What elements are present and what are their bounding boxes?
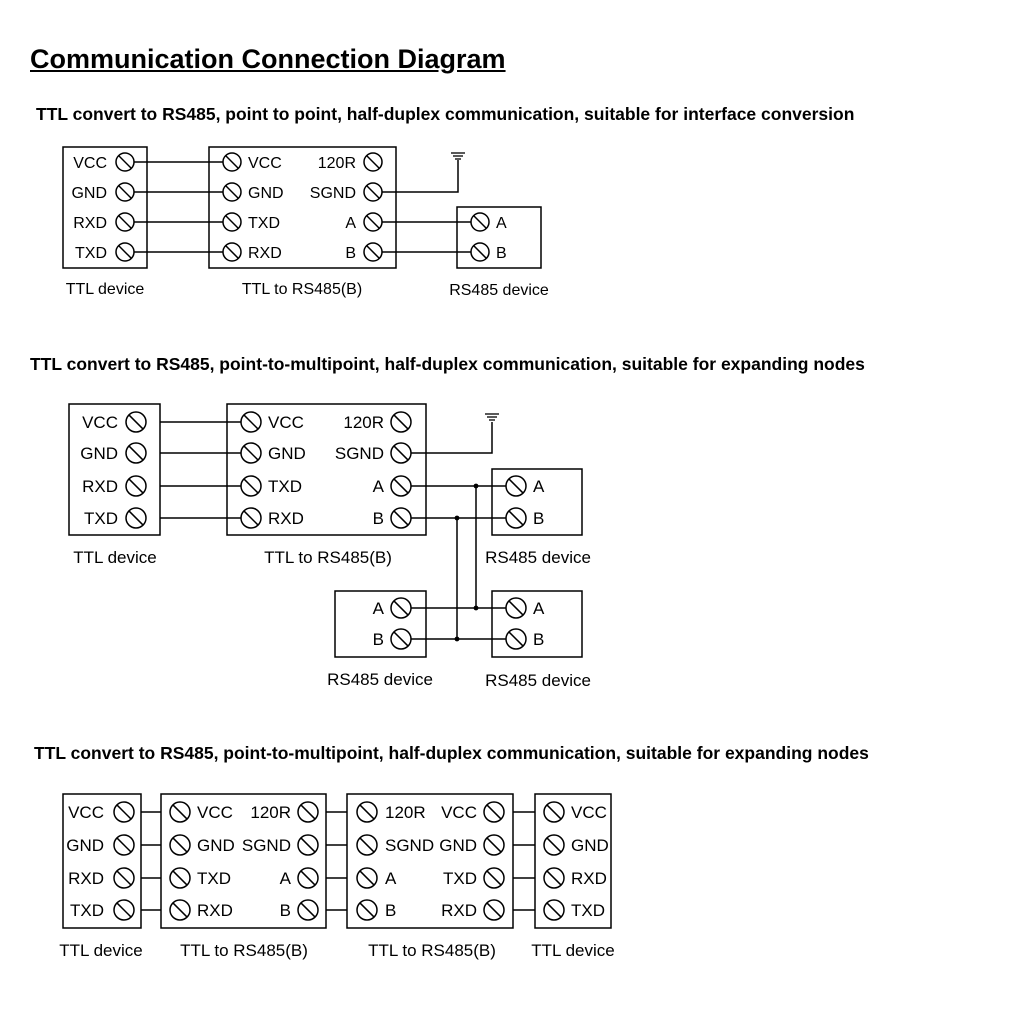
pin-label: GND (571, 836, 609, 855)
pin-label: A (533, 599, 545, 618)
ttl-device-label: TTL device (65, 281, 145, 298)
pin-label: 120R (317, 155, 356, 172)
ttl-device-label: TTL device (531, 941, 615, 960)
pin-label: 120R (385, 803, 426, 822)
pin-label: B (496, 245, 507, 262)
pin-label: 120R (343, 413, 384, 432)
page-title: Communication Connection Diagram (30, 44, 506, 74)
pin-label: B (279, 901, 291, 920)
pin-label: TXD (248, 215, 280, 232)
pin-label: B (385, 901, 397, 920)
pin-label: SGND (241, 836, 291, 855)
pin-label: VCC (82, 413, 118, 432)
pin-label: A (496, 215, 507, 232)
pin-label: A (385, 869, 397, 888)
section-1-heading: TTL convert to RS485, point to point, half-duplex communication, suitable for interface conversion (36, 104, 855, 124)
pin-label: VCC (73, 155, 107, 172)
rs485-device-label: RS485 device (485, 671, 591, 690)
junction-dot (455, 637, 460, 642)
pin-label: RXD (197, 901, 233, 920)
pin-label: GND (66, 836, 104, 855)
junction-dot (474, 606, 479, 611)
pin-label: SGND (385, 836, 435, 855)
ground-icon (451, 153, 465, 159)
pin-label: GND (248, 185, 284, 202)
pin-label: A (372, 599, 384, 618)
pin-label: SGND (334, 444, 384, 463)
converter-box (209, 147, 396, 268)
junction-dot (455, 516, 460, 521)
pin-label: RXD (268, 509, 304, 528)
pin-label: A (279, 869, 291, 888)
junction-dot (474, 484, 479, 489)
rs485-device-label: RS485 device (485, 548, 591, 567)
pin-label: GND (439, 836, 477, 855)
pin-label: RXD (571, 869, 607, 888)
pin-label: GND (80, 444, 118, 463)
pin-label: VCC (571, 803, 607, 822)
pin-label: GND (268, 444, 306, 463)
rs485-device-label: RS485 device (449, 282, 549, 299)
pin-label: VCC (268, 413, 304, 432)
pin-label: RXD (73, 215, 107, 232)
pin-label: GND (197, 836, 235, 855)
pin-label: SGND (309, 185, 356, 202)
converter-label: TTL to RS485(B) (180, 941, 308, 960)
converter-box (227, 404, 426, 535)
pin-label: VCC (248, 155, 282, 172)
section-2-heading: TTL convert to RS485, point-to-multipoint, half-duplex communication, suitable for expanding nodes (30, 354, 865, 374)
converter-label: TTL to RS485(B) (264, 548, 392, 567)
ground-icon (485, 414, 499, 420)
converter-box (347, 794, 513, 928)
pin-label: VCC (197, 803, 233, 822)
pin-label: RXD (441, 901, 477, 920)
ttl-device-label: TTL device (59, 941, 143, 960)
pin-label: B (533, 509, 545, 528)
pin-label: RXD (68, 869, 104, 888)
pin-label: B (372, 630, 384, 649)
pin-label: TXD (197, 869, 231, 888)
pin-label: TXD (75, 245, 107, 262)
pin-label: TXD (571, 901, 605, 920)
pin-label: RXD (248, 245, 282, 262)
pin-label: B (345, 245, 356, 262)
pin-label: VCC (68, 803, 104, 822)
pin-label: 120R (250, 803, 291, 822)
rs485-device-label: RS485 device (327, 670, 433, 689)
pin-label: TXD (268, 477, 302, 496)
ttl-device-label: TTL device (73, 548, 157, 567)
pin-label: TXD (84, 509, 118, 528)
converter-label: TTL to RS485(B) (241, 281, 363, 298)
pin-label: A (345, 215, 356, 232)
pin-label: B (533, 630, 545, 649)
pin-label: TXD (70, 901, 104, 920)
converter-box (161, 794, 326, 928)
pin-label: VCC (441, 803, 477, 822)
pin-label: RXD (82, 477, 118, 496)
section-3-heading: TTL convert to RS485, point-to-multipoint, half-duplex communication, suitable for expanding nodes (34, 743, 869, 763)
pin-label: GND (71, 185, 107, 202)
pin-label: TXD (443, 869, 477, 888)
pin-label: B (372, 509, 384, 528)
converter-label: TTL to RS485(B) (368, 941, 496, 960)
pin-label: A (533, 477, 545, 496)
pin-label: A (372, 477, 384, 496)
